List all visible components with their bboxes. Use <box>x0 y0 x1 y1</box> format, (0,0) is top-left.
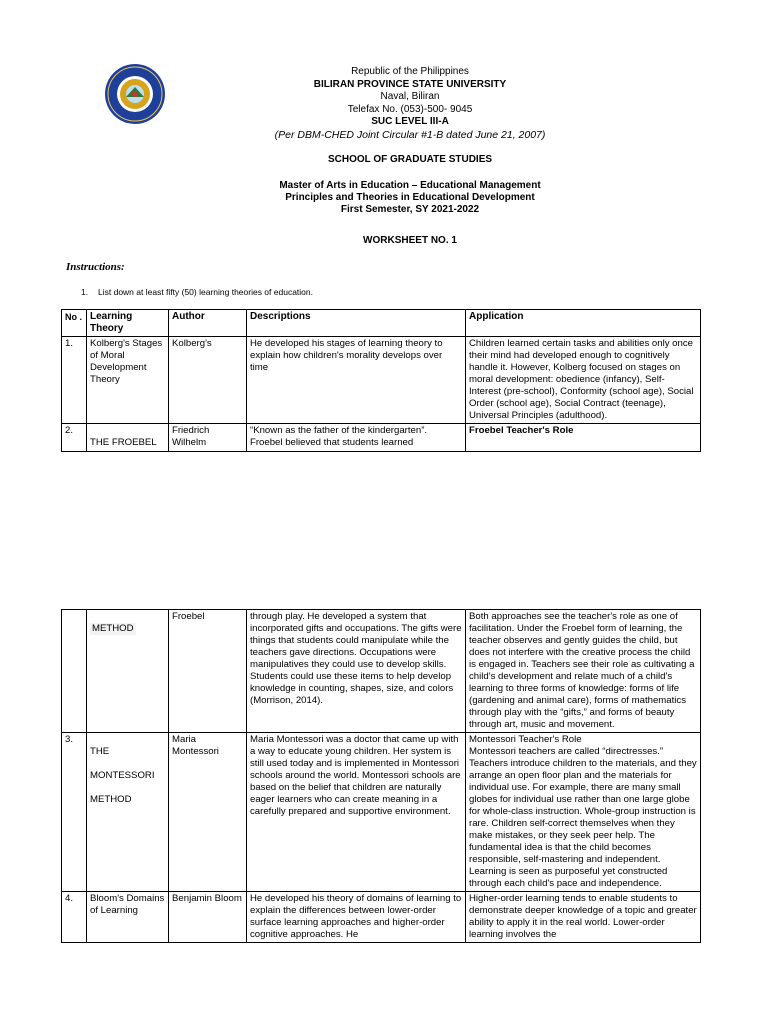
header-no: No . <box>62 310 87 337</box>
row-application: Higher-order learning tends to enable students to demonstrate deeper knowledge of a topic and greater ability to apply it in the real world. Lower-order learning involves the <box>466 892 701 943</box>
header-theory: Learning Theory <box>87 310 169 337</box>
circular-line: (Per DBM-CHED Joint Circular #1-B dated June 21, 2007) <box>274 128 546 141</box>
row-theory: Bloom's Domains of Learning <box>87 892 169 943</box>
course-line: Principles and Theories in Educational Development <box>285 192 535 203</box>
row-application: Children learned certain tasks and abilities only once their mind had developed enough to cognitively handle it. However, Kolberg focused on stages on moral development: obedience (infancy), Self- Interest (pre-school), Conformity (school age), Social Order (school age), Social Contract (teenage), Universal Principles (adulthood). <box>466 337 701 424</box>
row-theory-text: THE FROEBEL <box>90 437 157 448</box>
row-application <box>466 733 701 892</box>
letterhead <box>150 66 670 141</box>
row-theory <box>87 424 169 452</box>
instructions-title: Instructions: <box>66 261 125 273</box>
row-theory <box>87 733 169 892</box>
row-no: 4. <box>62 892 87 943</box>
row-author: Kolberg's <box>169 337 247 424</box>
theories-table-continued <box>61 609 701 943</box>
row-theory: Kolberg's Stages of Moral Development Theory <box>87 337 169 424</box>
republic-line: Republic of the Philippines <box>351 66 469 77</box>
address-line: Naval, Biliran <box>380 91 440 102</box>
header-application: Application <box>466 310 701 337</box>
table-row <box>62 733 701 892</box>
row-theory <box>87 610 169 733</box>
row-author: Friedrich Wilhelm <box>169 424 247 452</box>
worksheet-title: WORKSHEET NO. 1 <box>363 235 457 246</box>
row-theory-line: MONTESSORI <box>90 770 155 781</box>
table-row <box>62 337 701 424</box>
row-description: Maria Montessori was a doctor that came up with a way to educate young children. Her system is still used today and is implemented in Montessori schools around the world. Montessori schools are based on the belief that children are naturally eager learners who can create meaning in a carefully prepared and supportive environment. <box>247 733 466 892</box>
table-row <box>62 892 701 943</box>
row-theory-text: METHOD <box>92 623 134 634</box>
row-application: Froebel Teacher's Role <box>466 424 701 452</box>
school-name: SCHOOL OF GRADUATE STUDIES <box>327 154 493 165</box>
row-author: Maria Montessori <box>169 733 247 892</box>
row-no: 2. <box>62 424 87 452</box>
theories-table <box>61 309 701 452</box>
row-application: Both approaches see the teacher's role as one of facilitation. Under the Froebel form of learning, the teacher observes and gently guides the child, but does not interfere with the creative process the child is engaged in. Teachers see their role as cultivating a child's development and relate much of a child's learning to three forms of knowledge: forms of life (gardening and animal care), forms of mathematics through play with the “gifts,” and forms of beauty through art, music and movement. <box>466 610 701 733</box>
row-author: Froebel <box>169 610 247 733</box>
telefax-line: Telefax No. (053)-500- 9045 <box>347 103 473 115</box>
table-header-row <box>62 310 701 337</box>
row-description: He developed his stages of learning theory to explain how children's morality develops over time <box>247 337 466 424</box>
university-name: BILIRAN PROVINCE STATE UNIVERSITY <box>313 78 507 90</box>
row-theory-line: METHOD <box>90 794 132 805</box>
table-row <box>62 424 701 452</box>
table-row <box>62 610 701 733</box>
header-descriptions: Descriptions <box>247 310 466 337</box>
row-application-title: Montessori Teacher's Role <box>469 734 582 745</box>
row-no: 1. <box>62 337 87 424</box>
semester-line: First Semester, SY 2021-2022 <box>340 204 480 215</box>
instruction-text: List down at least fifty (50) learning theories of education. <box>98 287 313 297</box>
header-author: Author <box>169 310 247 337</box>
row-application-text: Montessori teachers are called “directresses.” Teachers introduce children to the materials, and they arrange an open floor plan and the materials for individual use. For example, there are many small globes for individual use rather than one large globe for whole-class instruction. Whole-group instruction is rare. Children self-correct themselves when they make mistakes, or they seek peer help. The fundamental idea is that the child becomes responsible, self-mastering and independent. Learning is seen as purposeful yet constructed through each child's pace and independence. <box>469 746 697 889</box>
suc-level: SUC LEVEL III-A <box>371 116 449 127</box>
row-description: through play. He developed a system that incorporated gifts and occupations. The gifts were things that students could manipulate while the teachers gave directions. Occupations were manipulatives they could use to develop skills. Students could use these items to help develop knowledge in counting, shapes, size, and colors (Morrison, 2014). <box>247 610 466 733</box>
row-no <box>62 610 87 733</box>
instruction-number: 1. <box>81 287 89 297</box>
row-description: “Known as the father of the kindergarten”. Froebel believed that students learned <box>247 424 466 452</box>
row-theory-line: THE <box>90 746 110 757</box>
program-title <box>100 180 720 216</box>
program-line: Master of Arts in Education – Educational Management <box>279 180 541 191</box>
row-description: He developed his theory of domains of learning to explain the differences between lower-order surface learning approaches and higher-order cognitive approaches. He <box>247 892 466 943</box>
row-no: 3. <box>62 733 87 892</box>
row-author: Benjamin Bloom <box>169 892 247 943</box>
instruction-item <box>81 287 313 297</box>
